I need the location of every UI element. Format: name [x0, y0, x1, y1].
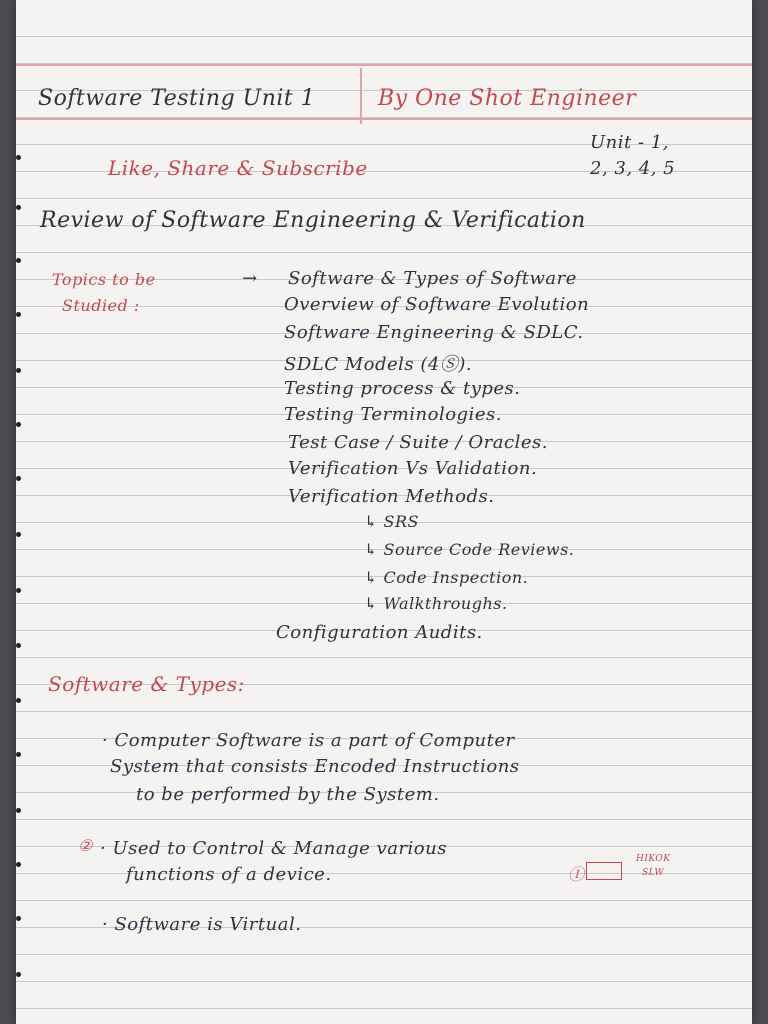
tagline: Like, Share & Subscribe — [108, 156, 368, 180]
binding-holes — [16, 0, 28, 1024]
notebook-page — [16, 0, 752, 1024]
bullet-marker: ② — [78, 836, 93, 855]
topic-item-last: Configuration Audits. — [276, 622, 483, 643]
bullet-line: functions of a device. — [126, 864, 332, 885]
topic-subitem: ↳ Source Code Reviews. — [364, 540, 575, 559]
note-box — [586, 862, 622, 880]
topics-label-line1: Topics to be — [52, 270, 156, 289]
header-top-line — [16, 64, 752, 66]
topic-item: Verification Methods. — [288, 486, 495, 507]
topic-subitem: ↳ Code Inspection. — [364, 568, 529, 587]
topic-item: Verification Vs Validation. — [288, 458, 538, 479]
topic-subitem: ↳ Walkthroughs. — [364, 594, 508, 613]
arrow-icon: → — [242, 268, 258, 289]
topics-label-line2: Studied : — [62, 296, 140, 315]
note-line: HIKOK — [636, 854, 671, 864]
units-label: Unit - 1, — [590, 132, 669, 153]
topic-item: Software Engineering & SDLC. — [284, 322, 584, 343]
notes-title: Software Testing Unit 1 — [38, 86, 316, 111]
section-title: Software & Types: — [48, 672, 245, 696]
note-marker: Ⓘ — [568, 865, 585, 884]
topic-item: Test Case / Suite / Oracles. — [288, 432, 548, 453]
page-heading: Review of Software Engineering & Verification — [40, 208, 586, 233]
bullet-line: · Software is Virtual. — [102, 914, 302, 935]
bullet-line: · Used to Control & Manage various — [100, 838, 447, 859]
bullet-line: · Computer Software is a part of Computer — [102, 730, 515, 751]
header-bottom-line — [16, 118, 752, 120]
author-credit: By One Shot Engineer — [378, 86, 637, 111]
bullet-line: to be performed by the System. — [136, 784, 440, 805]
topic-subitem: ↳ SRS — [364, 512, 419, 531]
topic-item: Testing process & types. — [284, 378, 521, 399]
topic-item: Software & Types of Software — [288, 268, 577, 289]
units-list: 2, 3, 4, 5 — [590, 158, 676, 179]
bullet-line: System that consists Encoded Instructions — [110, 756, 520, 777]
topic-item: Overview of Software Evolution — [284, 294, 590, 315]
topic-item: Testing Terminologies. — [284, 404, 502, 425]
note-line: SLW — [642, 868, 665, 878]
header-divider-line — [360, 68, 362, 124]
topic-item: SDLC Models (4Ⓢ). — [284, 354, 473, 375]
